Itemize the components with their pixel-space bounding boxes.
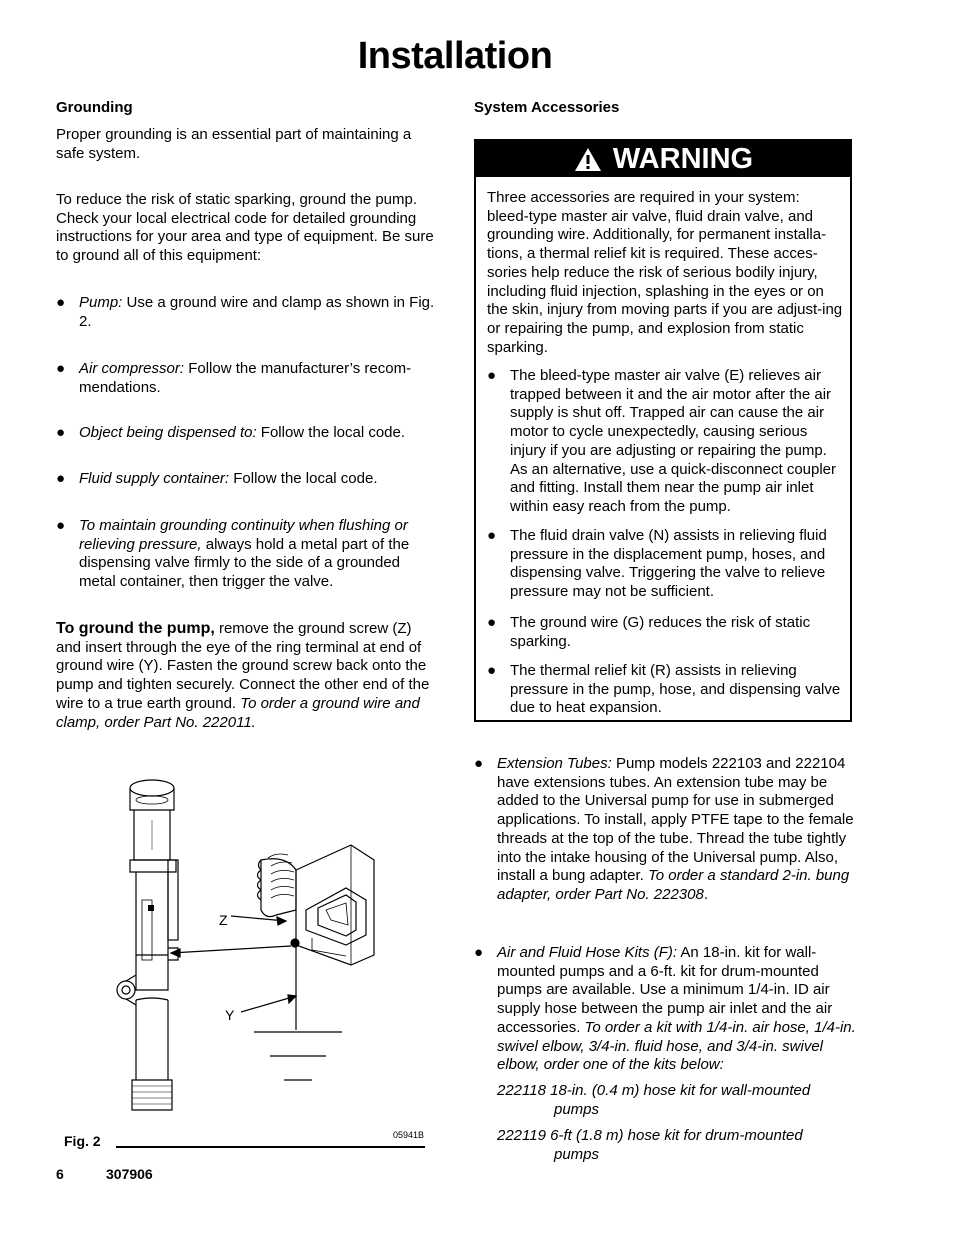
bullet-text: Use a ground wire and clamp as shown in Fig. 2. bbox=[79, 294, 435, 330]
bullet-lead: Fluid supply container: bbox=[79, 470, 230, 487]
figure-code: 05941B bbox=[393, 1130, 425, 1140]
grounding-heading: Grounding bbox=[56, 99, 133, 116]
bullet-pump bbox=[56, 294, 440, 331]
ground-pump-lead: To ground the pump, bbox=[56, 620, 215, 637]
bullet-lead: Air and Fluid Hose Kits (F): bbox=[497, 944, 678, 961]
bullet-text: The thermal relief kit (R) assists in relieving pressure in the pump, hose, and dispensing valve due to heat expansion. bbox=[510, 662, 841, 717]
bullet-dot: ● bbox=[487, 527, 497, 544]
figure-grounding bbox=[56, 760, 440, 1152]
label-y: Y bbox=[225, 1007, 235, 1023]
ground-pump-text: remove the ground screw (Z) and insert through the eye of the ring terminal at end of ground wire (Y). Fasten the ground screw back onto the pump and tighten securely. Connect the other end of the wire to a true earth ground. bbox=[56, 620, 430, 712]
bullet-text: The ground wire (G) reduces the risk of static sparking. bbox=[510, 614, 811, 650]
warning-title: WARNING bbox=[612, 142, 754, 175]
doc-number: 307906 bbox=[106, 1166, 153, 1182]
ground-pump-para bbox=[56, 620, 440, 732]
kit-part: 222119 bbox=[497, 1127, 546, 1144]
kit-desc-cont: pumps bbox=[554, 1100, 600, 1118]
bullet-object bbox=[56, 424, 440, 443]
bullet-lead: To maintain grounding continuity when flushing or relieving pressure, bbox=[79, 517, 408, 553]
bullet-dot: ● bbox=[474, 755, 484, 772]
bullet-dot: ● bbox=[487, 662, 497, 679]
page-title: Installation bbox=[357, 35, 553, 77]
bullet-dot: ● bbox=[56, 424, 66, 441]
bullet-air-compressor bbox=[56, 360, 440, 397]
bullet-dot: ● bbox=[474, 944, 484, 961]
warning-intro: Three accessories are required in your system: bleed-type master air valve, fluid drain valve, and grounding wire. Additionally, for permanent installa-tions, a thermal relief kit is required. These acces-sories help reduce the risk of serious bodily injury, including fluid injection, splashing in the eyes or on the skin, injury from moving parts if you are adjust-ing or repairing the pump, and explosion from static sparking. bbox=[487, 189, 843, 356]
bullet-dot: ● bbox=[56, 294, 66, 311]
accessories-list bbox=[474, 0, 856, 1200]
bullet-lead: Object being dispensed to: bbox=[79, 424, 257, 441]
bullet-text: The fluid drain valve (N) assists in relieving fluid pressure in the displacement pump, hoses, and dispensing valve. Triggering the valve to relieve pressure may not be sufficient. bbox=[510, 527, 827, 601]
kit-desc-cont: pumps bbox=[554, 1145, 600, 1163]
bullet-lead: Air compressor: bbox=[79, 360, 185, 377]
grounding-intro: Proper grounding is an essential part of maintaining a safe system. bbox=[56, 126, 412, 162]
pump-grounding-illustration bbox=[56, 760, 440, 1152]
bullet-order: To order a kit with 1/4-in. air hose, 1/4-in. swivel elbow, 3/4-in. fluid hose, and 3/4-in. swivel elbow, order one of the kits below: bbox=[497, 1018, 856, 1074]
bullet-text: Follow the manufacturer’s recom-mendations. bbox=[79, 360, 412, 396]
bullet-extension-tubes bbox=[474, 755, 857, 905]
bullet-continuity bbox=[56, 517, 440, 592]
page-number: 6 bbox=[56, 1166, 64, 1182]
bullet-order-end: . bbox=[703, 885, 708, 903]
bullet-order: To order a standard 2-in. bung adapter, order Part No. 222308 bbox=[497, 867, 850, 903]
bullet-dot: ● bbox=[56, 360, 66, 377]
bullet-text: always hold a metal part of the dispensing valve firmly to the side of a grounded metal container, then trigger the valve. bbox=[79, 535, 410, 591]
bullet-lead: Extension Tubes: bbox=[497, 755, 612, 772]
bullet-text: The bleed-type master air valve (E) relieves air trapped between it and the air motor after the air supply is shut off. Trapped air can cause the air motor to cycle unexpectedly, causing serious injury if you are adjusting or repairing the pump. As an alternative, use a quick-disconnect coupler and fitting. Install them near the pump air inlet within easy reach from the pump. bbox=[510, 367, 837, 515]
bullet-fluid-container bbox=[56, 470, 440, 489]
kit-part: 222118 bbox=[497, 1082, 546, 1099]
bullet-text: An 18-in. kit for wall-mounted pumps and a 6-ft. kit for drum-mounted pumps are available. Use a minimum 1/4-in. ID air supply hose between the pump air inlet and the air accessories. bbox=[497, 944, 833, 1036]
bullet-lead: Pump: bbox=[79, 294, 123, 311]
label-z: Z bbox=[219, 912, 228, 928]
bullet-text: Follow the local code. bbox=[229, 470, 378, 487]
accessories-heading: System Accessories bbox=[474, 99, 620, 116]
bullet-dot: ● bbox=[487, 614, 497, 631]
figure-rule bbox=[116, 1146, 425, 1148]
bullet-dot: ● bbox=[56, 517, 66, 534]
grounding-para: To reduce the risk of static sparking, ground the pump. Check your local electrical code for detailed grounding instructions for your area and type of equipment. Be sure to ground all of this equipment: bbox=[56, 191, 434, 265]
bullet-dot: ● bbox=[56, 470, 66, 487]
bullet-hose-kits bbox=[474, 944, 857, 1075]
bullet-text: Pump models 222103 and 222104 have extensions tubes. An extension tube may be added to the Universal pump for use in submerged applications. To install, apply PTFE tape to the female threads at the top of the tube. Thread the tube tightly into the intake housing of the Universal pump. Also, install a bung adapter. bbox=[497, 755, 854, 885]
kit-desc: 18-in. (0.4 m) hose kit for wall-mounted bbox=[550, 1082, 811, 1099]
ground-pump-order: To order a ground wire and clamp, order Part No. 222011. bbox=[56, 694, 420, 731]
kit-item-222119 bbox=[497, 1127, 857, 1164]
figure-caption: Fig. 2 bbox=[64, 1133, 101, 1149]
bullet-text: Follow the local code. bbox=[256, 424, 406, 441]
kit-item-222118 bbox=[497, 1082, 857, 1119]
bullet-dot: ● bbox=[487, 367, 497, 384]
kit-desc: 6-ft (1.8 m) hose kit for drum-mounted bbox=[550, 1127, 803, 1144]
